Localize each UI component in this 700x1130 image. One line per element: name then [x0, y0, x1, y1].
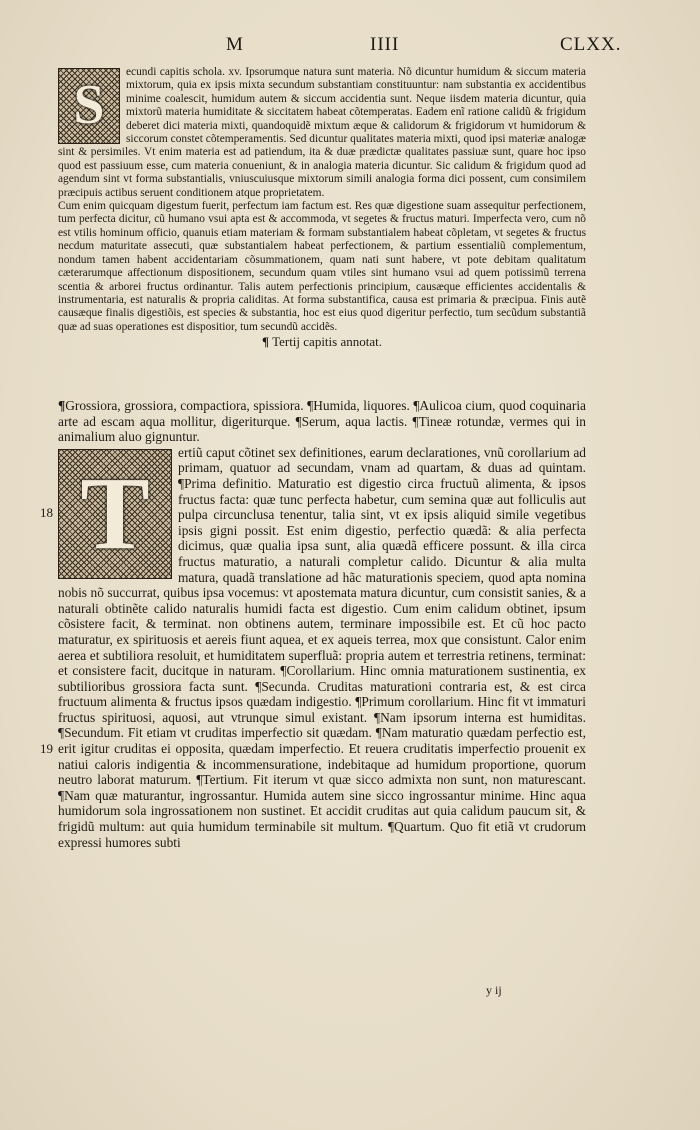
margin-number: 18 — [40, 505, 53, 520]
margin-number: 19 — [40, 741, 53, 756]
running-head — [0, 34, 700, 62]
section-commentary-block — [58, 66, 586, 350]
commentary-paragraph: ecundi capitis schola. xv. Ipsorumque natura sunt materia. Nõ dicuntur humidum & siccum materia mixtorum, quia ex ipsis mixta secundum substantiam constituuntur: nam substantia ex accidentibus minime coalescit, humidum autem & siccum accidentia sunt. Neque iisdem materia dicuntur, quia mixtorũ materia humiditate & siccitatem habeat cõtemperatas. Eadem enĩ ratione calidũ & frigidum deberet dici materia mixti, quandoquidẽ mixtum æque & calidorum & frigidorum vt humidorum & siccorum constet cõtemperamentis. Sed dicuntur qualitates materia mixti, quod ipsi materiæ analogæ sint & persimiles. Vt enim materia est ad patiendum, ita & duæ prædictæ qualitates passiuæ sunt, quare hoc ipso quod est passiuum esse, cum materia conueniunt, & in analogia materia dicuntur. Sic calidum & frigidum quod ad agendum sint vt forma substantialis, vniuscuiusque mixtorum simili analogia forma dici possent, cum consimilem præcipuis actibus seruent conditionem atque proprietatem. — [58, 66, 586, 199]
annotation-heading: ¶ Tertij capitis annotat. — [262, 334, 382, 350]
signature-mark: y ij — [486, 983, 502, 997]
chapter-body-text: ertiũ caput cõtinet sex definitiones, earum declarationes, vnũ corollarium ad primam, quatuor ad secundam, vnam ad quartam, & duas ad quintam. ¶Prima definitio. Maturatio est digestio circa fructuũ alimenta, & ipsos fructus facta: quæ tunc perfecta habetur, cum semina quæ aut folliculis aut pulpa circunclusa tenentur, talia sint, vt ex ipsis aliquid simile vegetibus ipsis gigni possit. Est enim digestio, perfectio quædã: & alia perfecta dicimus, quæ qualia ipsa sunt, alia quædã efficere possunt. & illa circa fructus maturatio, a naturali completur calido. Dicuntur & alia multa matura, quadã translatione ad hãc maturationis speciem, quod apta nomina nobis nõ succurrat, quibus ipsa vocemus: vt apostemata matura dicuntur, cum consistit sanies, & a naturali obtinẽte calido naturalis humidi facta est digestio. Cum enim calidum obtinet, ipsum cõsistere facit, & terminat. non obtinens autem, terminare impossibile est. Et cũ hoc pacto maturatur, ex spirituosis et aereis fiunt aquea, et ex aqueis terrea, mox que consistunt. Calor enim aerea et subtiliora resoluit, et humiditatem superfluã: propria autem et terrestria retinens, terminat: et consistere facit, ducitque in naturam. ¶Corollarium. Hinc omnia maturationem sustinentia, ex subtilioribus grossiora facta sunt. ¶Secunda. Cruditas maturationi contraria est, & est circa fructuum alimenta & fructus ipsos quædam indigestio. ¶Primum corollarium. Hinc fit vt immaturi fructus spirituosi, aquosi, aut vtrunque simul existant. ¶Nam ipsorum interna est humiditas. ¶Secundum. Fit etiam vt cruditas imperfectio sit quædam. ¶Nam maturatio quædam perfectio est, erit igitur cruditas ei opposita, quædam imperfectio. Et reuera cruditatis imperfectio prouenit ex natiui caloris indigentia & incommensuratione, indebitaque ad humidum proportione, quorum neutro laborat maturum. ¶Tertium. Fit iterum vt quæ sicco admixta non sunt, non maturescant. ¶Nam quæ maturantur, ingrossantur. Humida autem sine sicco ingrossantur minime. Hinc aqua humidorum sola ingrossationem non sustinet. Et accidit cruditas aut quia calidum paucum sit, & frigidũ multum: aut quia humidum terminabile sit multum. ¶Quartum. Quo fit etiã vt crudorum expressi humores subti — [58, 444, 586, 850]
commentary-paragraph: Cum enim quicquam digestum fuerit, perfectum iam factum est. Res quæ digestione suam assequitur perfectionem, tum perfecta dicitur, cũ humano vsui apta est & accommoda, vt segetes & fructus maturi. Imperfecta vero, cum nõ est vtilis hominum officio, quanuis etiam materiam & formam substantialem habeat cõpletam, vt segetes & fructus necdum maturitate assecuti, quæ substantialem habeat perfectionem, & partium essentialiũ complementum, nondum tamen habent accidentariam cõsummationem, quam nati sunt habere, vt pote debitam qualitatum cæterarumque affectionum dispositionem, secundum quam vtiles sint humano vsui ad quem potissimũ terrena scentia & arborei fructus ordinantur. Talis autem perfectionis principium, causæque efficientes accidentalis & instrumentaria, est naturalis & propria caliditas. At forma substantifica, causa est primaria & præcipua. Finis autẽ causæque finalis digestiõis, est species & substantia, hoc est eius quod digeritur perfectio, tum secũdum substantiã quæ ad suas operationes est dispositior, tum secundũ accidẽs. — [58, 200, 586, 333]
folio-number: CLXX. — [560, 34, 622, 55]
pilcrow-icon: ¶ — [262, 334, 270, 350]
running-head-signature: IIII — [370, 34, 400, 55]
pilcrow-icon: ¶ — [58, 398, 66, 413]
decorated-initial-t: T — [58, 449, 172, 579]
chapter-three-block — [58, 398, 586, 850]
glossary-paragraph: ¶Grossiora, grossiora, compactiora, spissiora. ¶Humida, liquores. ¶Aulicoa cium, quod coquinaria arte ad escam aqua mollitur, digeriturque. ¶Serum, aqua lactis. ¶Tineæ rotundæ, vermes qui in animalium aluo gignuntur. — [58, 398, 586, 445]
decorated-initial-s: S — [58, 68, 120, 144]
running-head-letter: M — [226, 34, 244, 55]
